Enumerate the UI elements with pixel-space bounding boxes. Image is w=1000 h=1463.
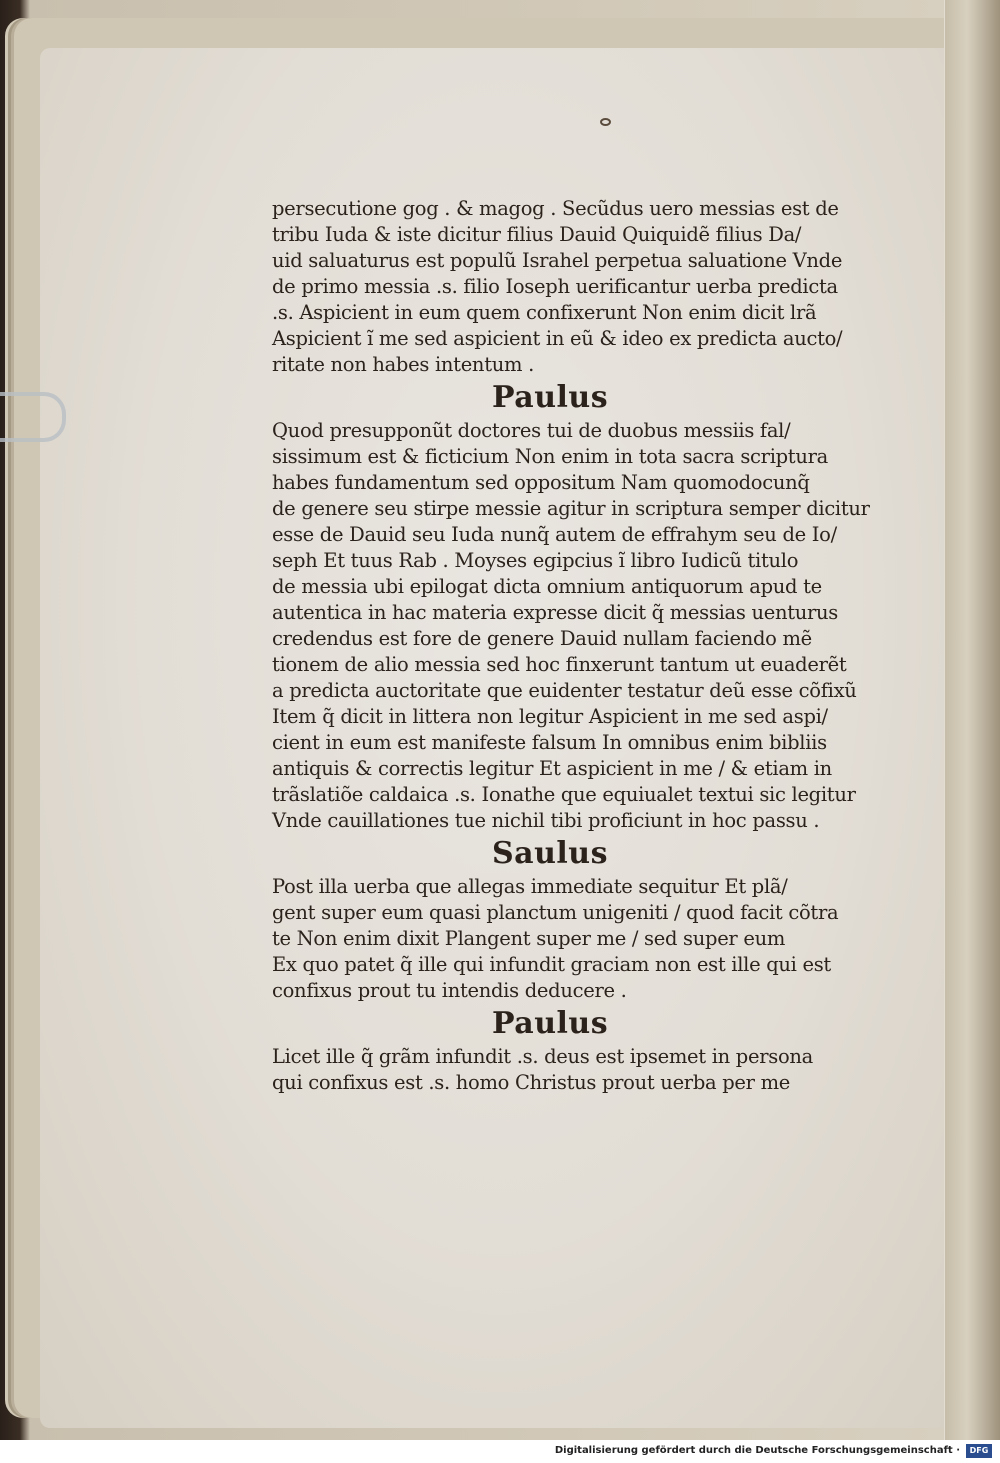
text-line: seph Et tuus Rab . Moyses egipcius ĩ libro Iudicũ titulo: [272, 549, 799, 572]
book-spine-edge: [945, 0, 1000, 1440]
funding-notice: Digitalisierung gefördert durch die Deutsche Forschungsgemeinschaft ·: [554, 1445, 960, 1456]
text-line: credendus est fore de genere Dauid nullam faciendo mẽ: [272, 627, 812, 650]
text-line: de genere seu stirpe messie agitur in scriptura semper dicitur: [272, 497, 870, 520]
speaker-heading-saulus: Saulus: [492, 836, 609, 871]
text-line: persecutione gog . & magog . Secũdus uero messias est de: [272, 197, 839, 220]
speaker-heading-paulus: Paulus: [492, 380, 609, 415]
paragraph-4: [272, 1044, 852, 1096]
text-line: trãslatiõe caldaica .s. Ionathe que equiualet textui sic legitur: [272, 783, 856, 806]
paragraph-3: [272, 874, 852, 1004]
text-line: uid saluaturus est populũ Israhel perpetua saluatione Vnde: [272, 249, 843, 272]
dfg-logo: DFG: [966, 1444, 992, 1458]
text-line: Vnde cauillationes tue nichil tibi proficiunt in hoc passu .: [272, 809, 820, 832]
text-line: antiquis & correctis legitur Et aspicient in me / & etiam in: [272, 757, 832, 780]
page-text: [272, 196, 870, 1096]
text-line: ritate non habes intentum .: [272, 353, 534, 376]
text-line: qui confixus est .s. homo Christus prout uerba per me: [272, 1071, 791, 1094]
footer-bar: [0, 1440, 1000, 1463]
text-line: .s. Aspicient in eum quem confixerunt Non enim dicit lrã: [272, 301, 817, 324]
text-line: gent super eum quasi planctum unigeniti / quod facit cõtra: [272, 901, 839, 924]
text-line: confixus prout tu intendis deducere .: [272, 979, 627, 1002]
text-line: de messia ubi epilogat dicta omnium antiquorum apud te: [272, 575, 822, 598]
text-line: a predicta auctoritate que euidenter testatur deũ esse cõfixũ: [272, 679, 857, 702]
text-line: Item q̃ dicit in littera non legitur Aspicient in me sed aspi/: [272, 705, 828, 728]
paper-clip: [0, 392, 66, 442]
text-line: autentica in hac materia expresse dicit q̃ messias uenturus: [272, 601, 838, 624]
text-line: tribu Iuda & iste dicitur filius Dauid Quiquidẽ filius Da/: [272, 223, 802, 246]
text-line: sissimum est & ficticium Non enim in tota sacra scriptura: [272, 445, 828, 468]
text-line: habes fundamentum sed oppositum Nam quomodocunq̃: [272, 471, 810, 494]
text-line: te Non enim dixit Plangent super me / sed super eum: [272, 927, 786, 950]
text-line: esse de Dauid seu Iuda nunq̃ autem de effrahym seu de Io/: [272, 523, 837, 546]
paragraph-1: [272, 196, 852, 378]
text-line: cient in eum est manifeste falsum In omnibus enim bibliis: [272, 731, 827, 754]
text-line: Aspicient ĩ me sed aspicient in eũ & ideo ex predicta aucto/: [272, 327, 843, 350]
speaker-heading-paulus-2: Paulus: [492, 1006, 609, 1041]
text-line: Ex quo patet q̃ ille qui infundit graciam non est ille qui est: [272, 953, 831, 976]
paragraph-2: [272, 418, 870, 834]
text-line: Licet ille q̃ grãm infundit .s. deus est ipsemet in persona: [272, 1045, 813, 1068]
text-line: de primo messia .s. filio Ioseph uerificantur uerba predicta: [272, 275, 838, 298]
text-line: tionem de alio messia sed hoc finxerunt tantum ut euaderẽt: [272, 653, 847, 676]
text-line: Quod presupponũt doctores tui de duobus messiis fal/: [272, 419, 791, 442]
text-line: Post illa uerba que allegas immediate sequitur Et plã/: [272, 875, 788, 898]
ink-mark: [600, 118, 611, 126]
